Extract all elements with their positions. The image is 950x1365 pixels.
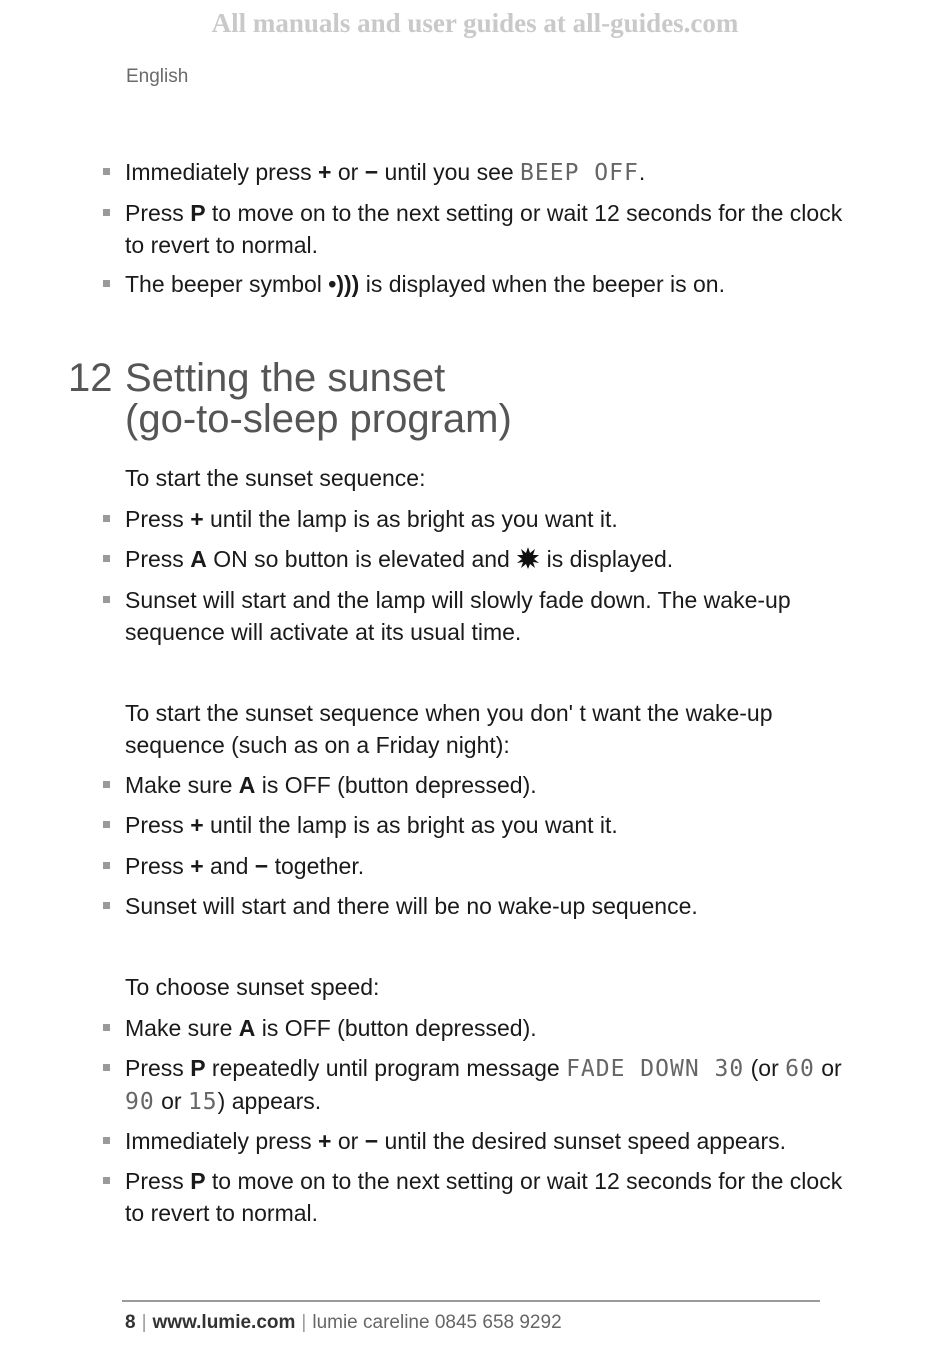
bullet-icon xyxy=(103,781,110,788)
list-item: Press + until the lamp is as bright as you want it. xyxy=(125,503,845,535)
page-number: 8 xyxy=(125,1312,136,1333)
bullet-icon xyxy=(103,902,110,909)
lcd-message: FADE DOWN 30 xyxy=(566,1056,745,1082)
intro-text: To start the sunset sequence: xyxy=(125,465,426,491)
bullet-icon xyxy=(103,596,110,603)
bullet-icon xyxy=(103,1137,110,1144)
list-item: Press P to move on to the next setting or wait 12 seconds for the clock to revert to normal. xyxy=(125,197,845,261)
list-item: Immediately press + or − until you see BEEP OFF. xyxy=(125,156,845,189)
watermark: All manuals and user guides at all-guides.com xyxy=(211,8,739,38)
bullet-icon xyxy=(103,821,110,828)
list-item: Sunset will start and there will be no wake-up sequence. xyxy=(125,890,845,922)
list-item: Make sure A is OFF (button depressed). xyxy=(125,1012,845,1044)
bullet-icon xyxy=(103,862,110,869)
bullet-icon xyxy=(103,1177,110,1184)
bullet-icon xyxy=(103,1024,110,1031)
footer: 8 | www.lumie.com | lumie careline 0845 658 9292 xyxy=(125,1312,562,1333)
bullet-icon xyxy=(103,168,110,175)
section-subtitle: (go-to-sleep program) xyxy=(125,397,512,441)
list-item: Press A ON so button is elevated and is displayed. xyxy=(125,543,845,575)
list-item: Immediately press + or − until the desired sunset speed appears. xyxy=(125,1125,845,1157)
list-item: Make sure A is OFF (button depressed). xyxy=(125,769,845,801)
bullet-icon xyxy=(103,209,110,216)
bullet-icon xyxy=(103,555,110,562)
language-label: English xyxy=(126,66,189,87)
section-number: 12 xyxy=(68,356,113,400)
sun-icon xyxy=(516,546,540,570)
website-link[interactable]: www.lumie.com xyxy=(152,1312,296,1333)
beeper-icon: •))) xyxy=(328,271,360,297)
intro-text: To start the sunset sequence when you don' t want the wake-up sequence (such as on a Friday night): xyxy=(125,700,773,758)
lcd-message: BEEP OFF xyxy=(520,160,639,186)
bullet-icon xyxy=(103,280,110,287)
section-title: Setting the sunset xyxy=(125,356,446,400)
list-item: Sunset will start and the lamp will slowly fade down. The wake-up sequence will activate at its usual time. xyxy=(125,584,845,648)
bullet-icon xyxy=(103,515,110,522)
list-item: Press P to move on to the next setting or wait 12 seconds for the clock to revert to normal. xyxy=(125,1165,845,1229)
list-item: Press P repeatedly until program message FADE DOWN 30 (or 60 or 90 or 15) appears. xyxy=(125,1052,845,1118)
list-item: The beeper symbol •))) is displayed when the beeper is on. xyxy=(125,268,845,300)
footer-divider xyxy=(122,1300,820,1302)
bullet-icon xyxy=(103,1064,110,1071)
careline-text: lumie careline 0845 658 9292 xyxy=(312,1312,562,1333)
list-item: Press + until the lamp is as bright as you want it. xyxy=(125,809,845,841)
intro-text: To choose sunset speed: xyxy=(125,974,380,1000)
list-item: Press + and − together. xyxy=(125,850,845,882)
